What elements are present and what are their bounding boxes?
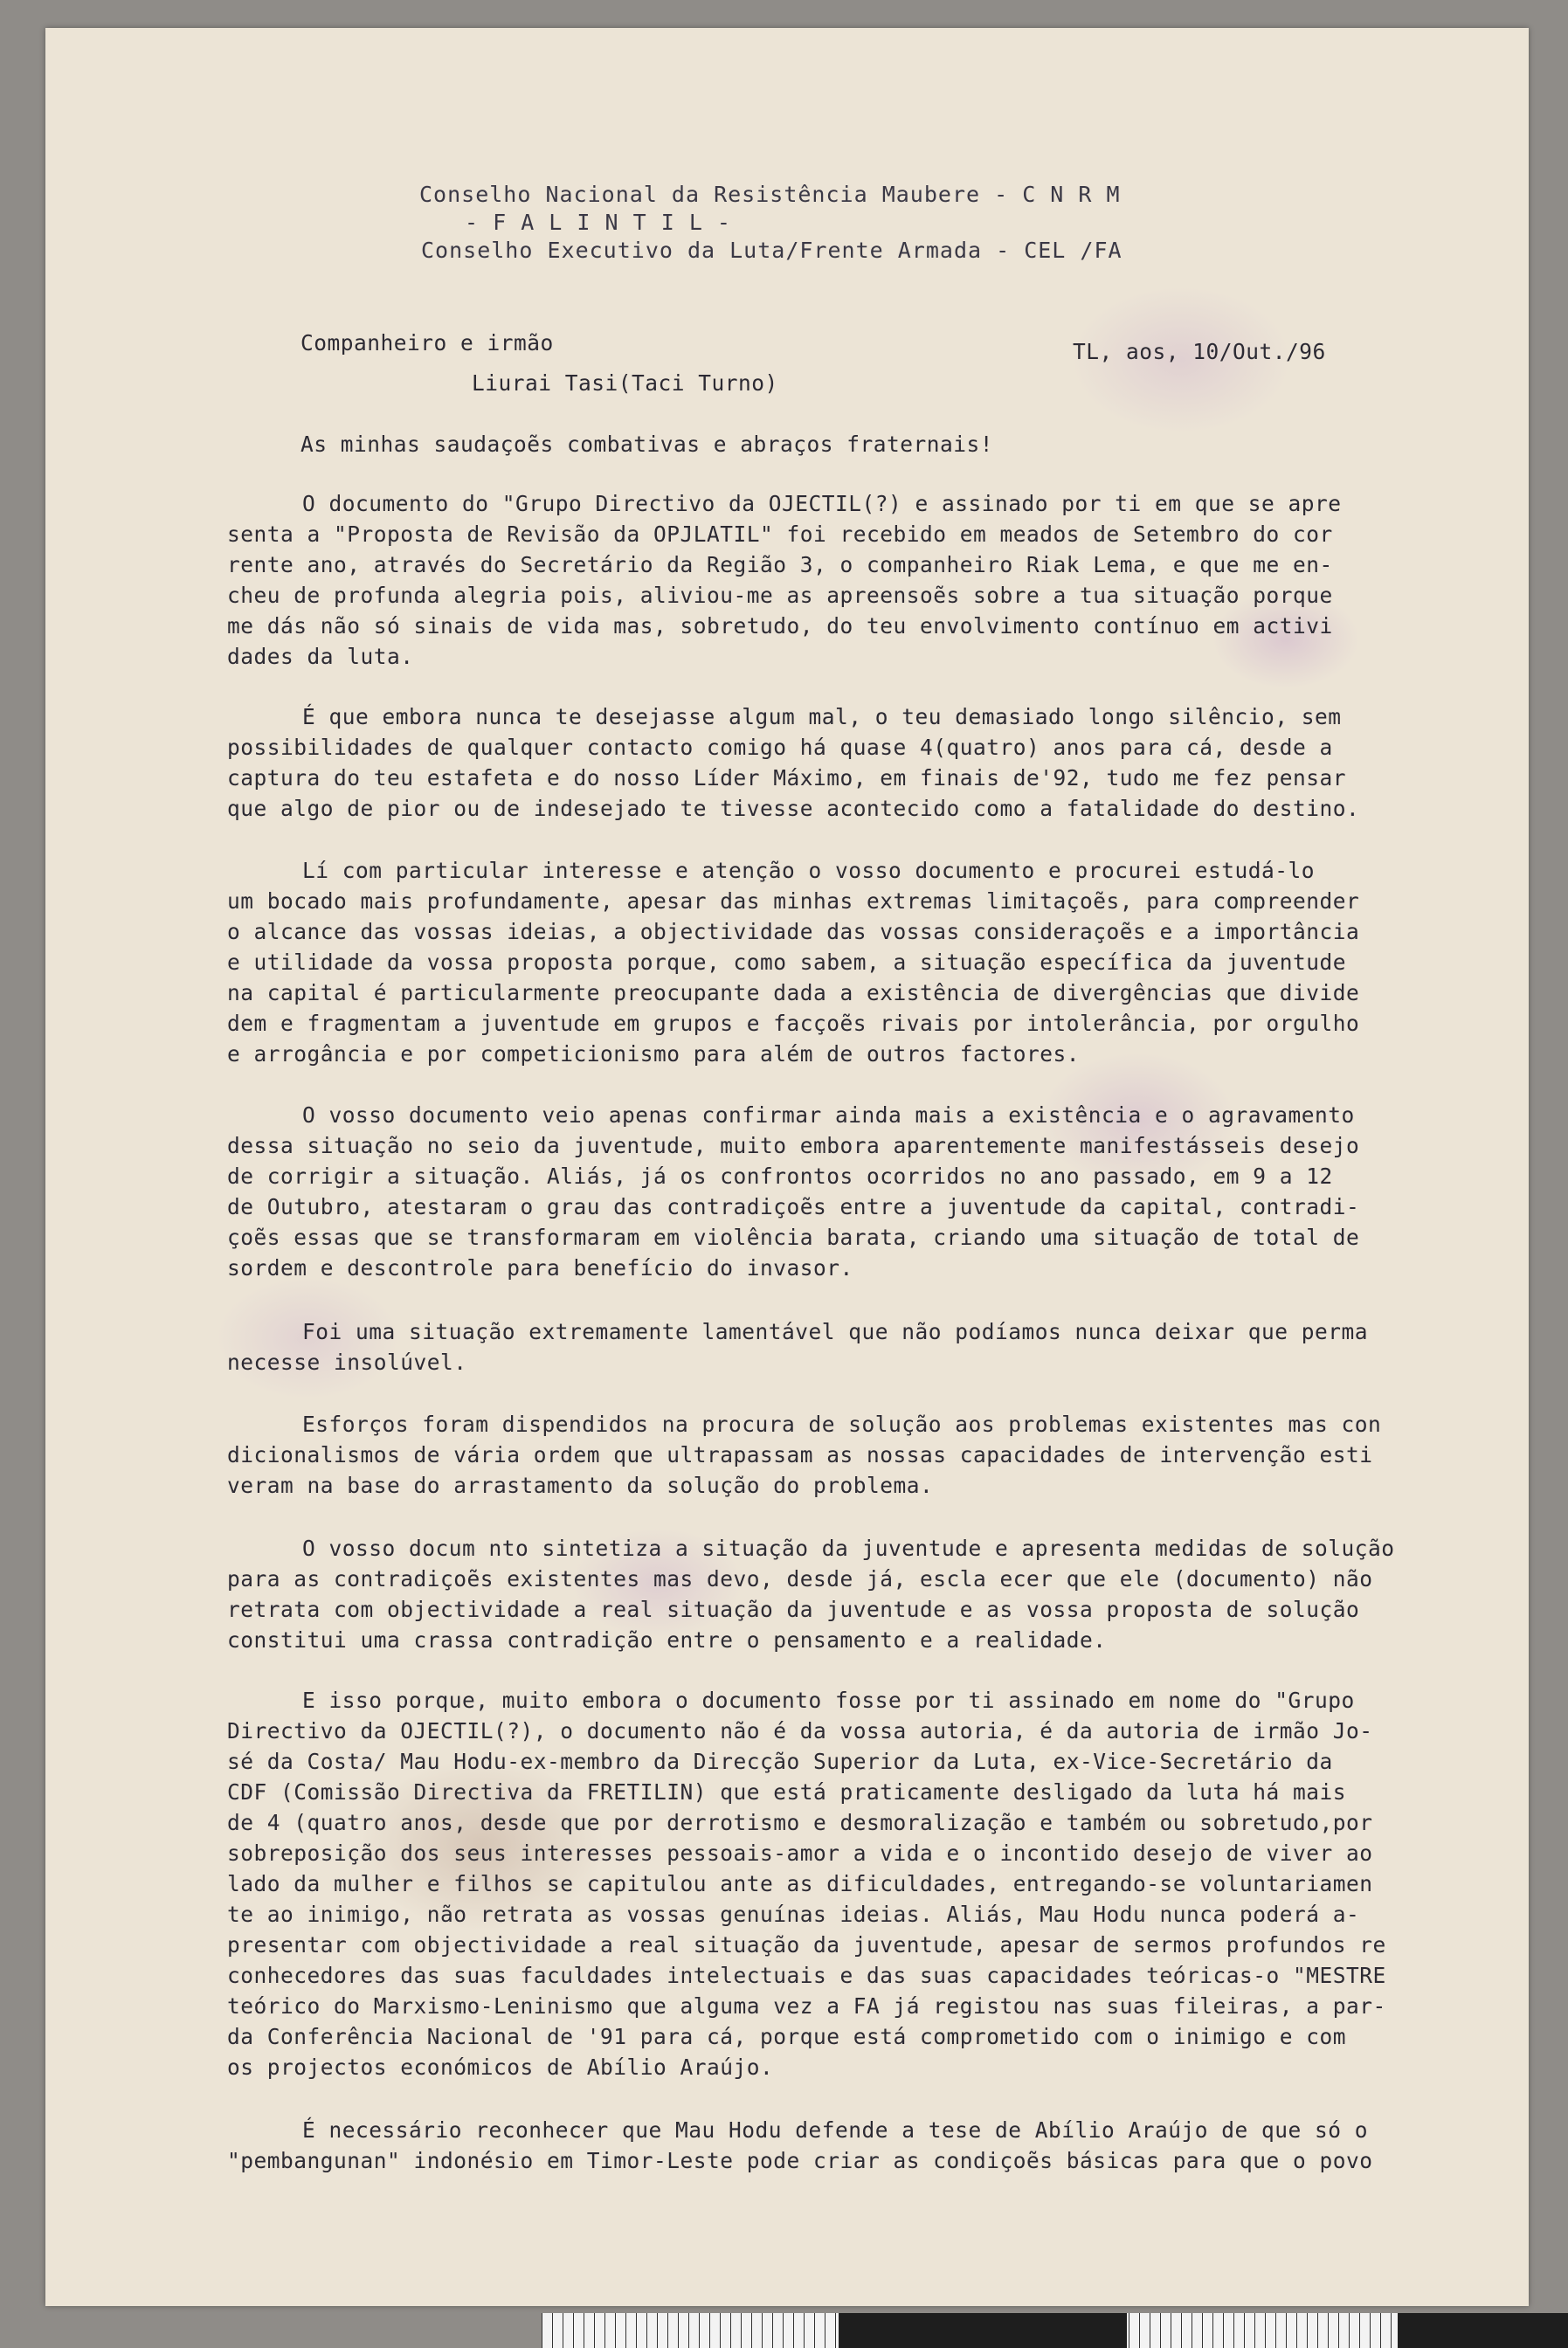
paragraph-2-line: possibilidades de qualquer contacto comigo há quase 4(quatro) anos para cá, desde a <box>227 735 1333 760</box>
paragraph-1-line: senta a "Proposta de Revisão da OPJLATIL" foi recebido em meados de Setembro do cor <box>227 521 1333 547</box>
paragraph-3-line: dem e fragmentam a juventude em grupos e facçoẽs rivais por intolerância, por orgulho <box>227 1011 1360 1036</box>
paragraph-5-line: necesse insolúvel. <box>227 1350 467 1375</box>
paragraph-2-line: captura do teu estafeta e do nosso Líder Máximo, em finais de'92, tudo me fez pensar <box>227 765 1347 791</box>
paragraph-4-line: sordem e descontrole para benefício do invasor. <box>227 1255 853 1281</box>
paragraph-1-line: dades da luta. <box>227 644 414 669</box>
paragraph-4-line: çoẽs essas que se transformaram em violência barata, criando uma situação de total de <box>227 1225 1360 1250</box>
paragraph-6-line: Esforços foram dispendidos na procura de solução aos problemas existentes mas con <box>302 1412 1382 1437</box>
paragraph-5-line: Foi uma situação extremamente lamentável que não podíamos nunca deixar que perma <box>302 1319 1369 1344</box>
header-line-1: Conselho Nacional da Resistência Maubere - C N R M <box>419 182 1121 207</box>
paragraph-8-line: os projectos económicos de Abílio Araújo. <box>227 2054 774 2080</box>
salutation-line-1: Companheiro e irmão <box>300 330 554 356</box>
paragraph-8-line: te ao inimigo, não retrata as vossas genuínas ideias. Aliás, Mau Hodu nunca poderá a- <box>227 1902 1360 1927</box>
greeting: As minhas saudaçoẽs combativas e abraços fraternais! <box>300 432 994 457</box>
paragraph-8-line: Directivo da OJECTIL(?), o documento não é da vossa autoria, é da autoria de irmão Jo- <box>227 1718 1373 1744</box>
ruler-black-segment <box>1398 2313 1568 2348</box>
paragraph-8-line: teórico do Marxismo-Leninismo que alguma vez a FA já registou nas suas fileiras, a par- <box>227 1993 1386 2019</box>
paragraph-3-line: e arrogância e por competicionismo para além de outros factores. <box>227 1041 1081 1067</box>
paragraph-2-line: que algo de pior ou de indesejado te tivesse acontecido como a fatalidade do destino. <box>227 796 1360 821</box>
paragraph-7-line: para as contradiçoẽs existentes mas devo, desde já, escla ecer que ele (documento) não <box>227 1566 1373 1592</box>
paragraph-4-line: O vosso documento veio apenas confirmar ainda mais a existência e o agravamento <box>302 1102 1355 1128</box>
header-line-3: Conselho Executivo da Luta/Frente Armada - CEL /FA <box>421 238 1122 263</box>
paragraph-8-line: conhecedores das suas faculdades intelectuais e das suas capacidades teóricas-o "MESTRE <box>227 1963 1386 1988</box>
paragraph-3-line: na capital é particularmente preocupante dada a existência de divergências que divide <box>227 980 1360 1005</box>
paragraph-7-line: retrata com objectividade a real situação da juventude e as vossa proposta de solução <box>227 1597 1360 1622</box>
place-date: TL, aos, 10/Out./96 <box>1073 339 1326 364</box>
paragraph-8-line: da Conferência Nacional de '91 para cá, porque está comprometido com o inimigo e com <box>227 2024 1347 2049</box>
paragraph-4-line: de Outubro, atestaram o grau das contradiçoẽs entre a juventude da capital, contradi- <box>227 1194 1360 1219</box>
paragraph-8-line: E isso porque, muito embora o documento fosse por ti assinado em nome do "Grupo <box>302 1688 1355 1713</box>
paragraph-2-line: É que embora nunca te desejasse algum mal, o teu demasiado longo silêncio, sem <box>302 704 1342 729</box>
paragraph-9-line: É necessário reconhecer que Mau Hodu defende a tese de Abílio Araújo de que só o <box>302 2117 1369 2143</box>
paragraph-8-line: lado da mulher e filhos se capitulou ante as dificuldades, entregando-se voluntariamen <box>227 1871 1373 1896</box>
paragraph-8-line: sé da Costa/ Mau Hodu-ex-membro da Direcção Superior da Luta, ex-Vice-Secretário da <box>227 1749 1333 1774</box>
salutation-line-2: Liurai Tasi(Taci Turno) <box>472 370 778 396</box>
ruler-black-segment <box>839 2313 1127 2348</box>
paragraph-6-line: veram na base do arrastamento da solução do problema. <box>227 1473 934 1498</box>
paragraph-9-line: "pembangunan" indonésio em Timor-Leste pode criar as condiçoẽs básicas para que o povo <box>227 2148 1373 2173</box>
paragraph-8-line: de 4 (quatro anos, desde que por derrotismo e desmoralização e também ou sobretudo,por <box>227 1810 1373 1835</box>
paragraph-8-line: presentar com objectividade a real situação da juventude, apesar de sermos profundos re <box>227 1932 1386 1958</box>
paragraph-4-line: dessa situação no seio da juventude, muito embora aparentemente manifestásseis desejo <box>227 1133 1360 1158</box>
paragraph-3-line: e utilidade da vossa proposta porque, como sabem, a situação específica da juventude <box>227 950 1347 975</box>
paragraph-6-line: dicionalismos de vária ordem que ultrapassam as nossas capacidades de intervenção esti <box>227 1442 1373 1468</box>
paragraph-7-line: constitui uma crassa contradição entre o pensamento e a realidade. <box>227 1627 1107 1653</box>
header-line-2: - F A L I N T I L - <box>465 210 731 235</box>
paragraph-3-line: o alcance das vossas ideias, a objectividade das vossas consideraçoẽs e a importância <box>227 919 1360 944</box>
paragraph-1-line: rente ano, através do Secretário da Região 3, o companheiro Riak Lema, e que me en- <box>227 552 1333 577</box>
paragraph-3-line: Lí com particular interesse e atenção o vosso documento e procurei estudá-lo <box>302 858 1316 883</box>
paragraph-3-line: um bocado mais profundamente, apesar das minhas extremas limitaçoẽs, para compreender <box>227 888 1360 914</box>
paragraph-8-line: CDF (Comissão Directiva da FRETILIN) que está praticamente desligado da luta há mais <box>227 1779 1347 1805</box>
paragraph-8-line: sobreposição dos seus interesses pessoais-amor a vida e o incontido desejo de viver ao <box>227 1840 1373 1866</box>
paragraph-7-line: O vosso docum nto sintetiza a situação da juventude e apresenta medidas de solução <box>302 1536 1395 1561</box>
paragraph-4-line: de corrigir a situação. Aliás, já os confrontos ocorridos no ano passado, em 9 a 12 <box>227 1164 1333 1189</box>
paragraph-1-line: cheu de profunda alegria pois, aliviou-me as apreensoẽs sobre a tua situação porque <box>227 583 1333 608</box>
paragraph-1-line: me dás não só sinais de vida mas, sobretudo, do teu envolvimento contínuo em activi <box>227 613 1333 639</box>
paragraph-1-line: O documento do "Grupo Directivo da OJECTIL(?) e assinado por ti em que se apre <box>302 491 1342 516</box>
document-page <box>45 28 1529 2306</box>
